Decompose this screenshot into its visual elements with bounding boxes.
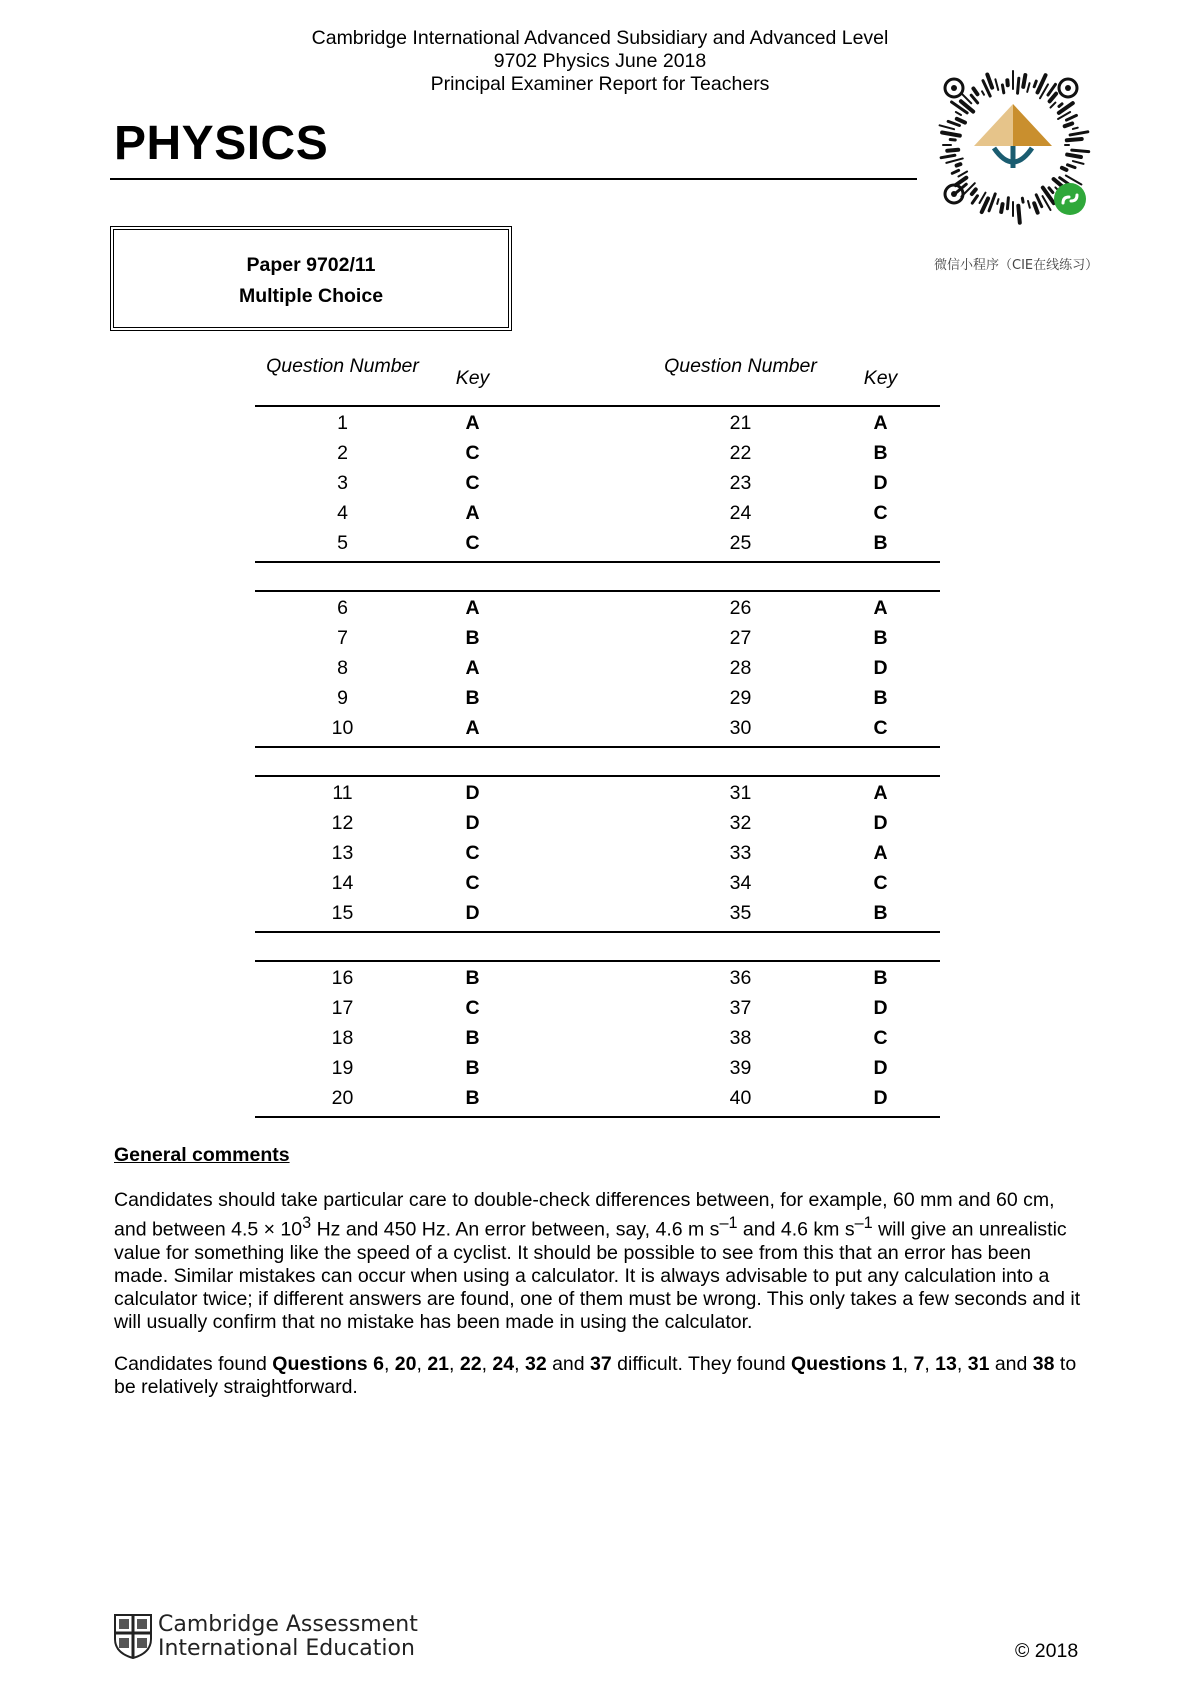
title-divider (110, 178, 917, 180)
question-ref: 1 (891, 1353, 903, 1375)
header-key: Key (455, 367, 490, 389)
paragraph-text: to be relatively straightforward. (114, 1353, 1077, 1398)
table-row (255, 994, 940, 1024)
answer-key-cell: C (873, 872, 888, 894)
paragraph-text: , (902, 1353, 914, 1375)
question-number-cell: 9 (337, 687, 348, 709)
question-ref: Questions (272, 1353, 368, 1375)
question-number-cell: 28 (729, 657, 752, 679)
logo-line-2: International Education (158, 1636, 415, 1661)
paragraph-text: , (514, 1353, 525, 1375)
paper-code: Paper 9702/11 (246, 254, 376, 276)
table-header-row (255, 355, 940, 405)
answer-key-cell: D (873, 1087, 888, 1109)
table-group (255, 590, 940, 748)
question-number-cell: 13 (331, 842, 354, 864)
report-header (250, 27, 950, 96)
table-row (255, 779, 940, 809)
paragraph-text: and 4.6 km s (737, 1218, 855, 1241)
question-number-cell: 15 (331, 902, 354, 924)
paper-type: Multiple Choice (238, 285, 384, 307)
question-number-cell: 34 (729, 872, 752, 894)
paragraph-text: , (481, 1353, 493, 1375)
answer-key-cell: A (465, 502, 480, 524)
table-row (255, 409, 940, 439)
question-number-cell: 18 (331, 1027, 354, 1049)
question-number-cell: 23 (729, 472, 752, 494)
question-number-cell: 10 (331, 717, 354, 739)
qr-code-icon (918, 46, 1108, 246)
answer-key-cell: B (873, 442, 888, 464)
comment-paragraph (114, 1189, 1084, 1334)
question-number-cell: 31 (729, 782, 752, 804)
question-number-cell: 1 (337, 412, 348, 434)
answer-key-cell: C (465, 842, 480, 864)
comment-paragraph (114, 1353, 1084, 1399)
paragraph-text: Candidates should take particular care to double-check differences between, for example, 60 mm and 60 cm, and between 4.5 × 10 (114, 1189, 1055, 1241)
answer-key-cell: B (873, 627, 888, 649)
question-number-cell: 21 (729, 412, 752, 434)
table-row (255, 1084, 940, 1114)
question-number-cell: 30 (729, 717, 752, 739)
answer-key-cell: D (873, 997, 888, 1019)
answer-key-cell: A (465, 597, 480, 619)
question-number-cell: 12 (331, 812, 354, 834)
answer-key-cell: C (873, 1027, 888, 1049)
answer-key-cell: B (465, 1087, 480, 1109)
superscript: –1 (719, 1214, 738, 1232)
table-group (255, 775, 940, 933)
answer-key-cell: B (465, 1057, 480, 1079)
answer-key-cell: A (873, 412, 888, 434)
table-row (255, 439, 940, 469)
question-number-cell: 37 (729, 997, 752, 1019)
answer-key-cell: A (873, 597, 888, 619)
question-number-cell: 36 (729, 967, 752, 989)
table-row (255, 964, 940, 994)
question-ref: 7 (913, 1353, 925, 1375)
table-group (255, 405, 940, 563)
question-number-cell: 3 (337, 472, 348, 494)
question-number-cell: 40 (729, 1087, 752, 1109)
paragraph-text: Candidates found (114, 1353, 273, 1375)
paper-info-box (110, 226, 512, 331)
answer-key-cell: C (873, 717, 888, 739)
copyright: © 2018 (1015, 1640, 1079, 1662)
logo-line-1: Cambridge Assessment (158, 1612, 418, 1637)
question-number-cell: 32 (729, 812, 752, 834)
answer-key-cell: D (873, 812, 888, 834)
paragraph-text: and (546, 1353, 591, 1375)
question-number-cell: 14 (331, 872, 354, 894)
question-number-cell: 6 (337, 597, 348, 619)
question-number-cell: 17 (331, 997, 354, 1019)
question-number-cell: 35 (729, 902, 752, 924)
question-number-cell: 25 (729, 532, 752, 554)
answer-key-cell: C (465, 532, 480, 554)
question-number-cell: 5 (337, 532, 348, 554)
answer-key-cell: B (873, 687, 888, 709)
question-ref: 20 (394, 1353, 417, 1375)
question-number-cell: 11 (332, 782, 353, 804)
header-question-number: Question Number (664, 355, 817, 377)
answer-key-cell: A (465, 717, 480, 739)
cambridge-assessment-logo (113, 1612, 418, 1663)
table-row (255, 899, 940, 929)
question-ref: 24 (492, 1353, 515, 1375)
paragraph-text: will give an unrealistic value for something like the speed of a cyclist. It should be possible to see from this that an error has been made. Similar mistakes can occur when using a calculator. It is always advisable to put any calculation into a calculator twice; if different answers are found, one of them must be wrong. This only takes a few seconds and it will usually confirm that no mistake has been made in using the calculator. (114, 1218, 1081, 1333)
header-line-syllabus: 9702 Physics June 2018 (493, 50, 707, 72)
question-number-cell: 4 (337, 502, 348, 524)
crest-icon (113, 1613, 153, 1659)
paragraph-text: , (416, 1353, 428, 1375)
section-heading: General comments (114, 1144, 290, 1166)
answer-key-cell: A (873, 782, 888, 804)
header-line-report-type: Principal Examiner Report for Teachers (430, 73, 770, 95)
answer-key-cell: B (873, 902, 888, 924)
answer-key-cell: D (873, 472, 888, 494)
answer-key-table (255, 355, 940, 1145)
answer-key-cell: B (465, 627, 480, 649)
table-row (255, 684, 940, 714)
table-row (255, 869, 940, 899)
paragraph-text: , (383, 1353, 395, 1375)
header-line-qualification: Cambridge International Advanced Subsidiary and Advanced Level (311, 27, 889, 49)
answer-key-cell: D (873, 1057, 888, 1079)
question-number-cell: 29 (729, 687, 752, 709)
paragraph-text: and (989, 1353, 1033, 1375)
table-row (255, 809, 940, 839)
question-ref: 31 (967, 1353, 990, 1375)
answer-key-cell: D (465, 812, 480, 834)
answer-key-cell: B (873, 967, 888, 989)
paragraph-text: difficult. They found (611, 1353, 791, 1375)
table-row (255, 529, 940, 559)
answer-key-cell: A (465, 412, 480, 434)
answer-key-cell: C (465, 997, 480, 1019)
question-number-cell: 24 (729, 502, 752, 524)
table-group (255, 960, 940, 1118)
table-row (255, 499, 940, 529)
qr-caption: 微信小程序（CIE在线练习） (934, 258, 1099, 273)
question-ref: 13 (935, 1353, 957, 1375)
question-number-cell: 20 (331, 1087, 354, 1109)
table-row (255, 1054, 940, 1084)
answer-key-cell: C (873, 502, 888, 524)
table-row (255, 624, 940, 654)
question-number-cell: 2 (337, 442, 348, 464)
paragraph-text: , (924, 1353, 936, 1375)
table-row (255, 714, 940, 744)
paragraph-text: Hz and 450 Hz. An error between, say, 4.6 m s (311, 1218, 720, 1241)
question-ref: 21 (427, 1353, 450, 1375)
question-ref: 37 (590, 1353, 612, 1375)
question-ref: 22 (459, 1353, 482, 1375)
table-row (255, 839, 940, 869)
question-ref: 6 (373, 1353, 384, 1375)
question-number-cell: 8 (337, 657, 348, 679)
answer-key-cell: D (465, 902, 480, 924)
logo-text (158, 1613, 418, 1661)
answer-key-cell: D (465, 782, 480, 804)
answer-key-cell: D (873, 657, 888, 679)
header-question-number: Question Number (266, 355, 419, 377)
table-body (255, 405, 940, 1118)
table-row (255, 594, 940, 624)
paragraph-text: , (956, 1353, 968, 1375)
answer-key-cell: C (465, 872, 480, 894)
table-row (255, 654, 940, 684)
answer-key-cell: C (465, 442, 480, 464)
table-row (255, 1024, 940, 1054)
superscript: 3 (302, 1214, 312, 1232)
header-key: Key (863, 367, 898, 389)
question-number-cell: 27 (729, 627, 752, 649)
question-number-cell: 39 (729, 1057, 752, 1079)
question-ref: Questions (790, 1353, 887, 1375)
answer-key-cell: C (465, 472, 480, 494)
answer-key-cell: B (465, 967, 480, 989)
answer-key-cell: B (873, 532, 888, 554)
answer-key-cell: A (873, 842, 888, 864)
question-number-cell: 33 (729, 842, 752, 864)
table-row (255, 469, 940, 499)
answer-key-cell: B (465, 687, 480, 709)
question-ref: 38 (1032, 1353, 1055, 1375)
question-number-cell: 19 (331, 1057, 354, 1079)
answer-key-cell: B (465, 1027, 480, 1049)
question-number-cell: 7 (337, 627, 348, 649)
question-number-cell: 38 (729, 1027, 752, 1049)
answer-key-cell: A (465, 657, 480, 679)
question-number-cell: 26 (729, 597, 752, 619)
paragraph-text: , (449, 1353, 460, 1375)
question-number-cell: 22 (729, 442, 752, 464)
superscript: –1 (854, 1214, 873, 1232)
question-ref: 32 (524, 1353, 547, 1375)
subject-title: PHYSICS (114, 117, 329, 170)
question-number-cell: 16 (331, 967, 354, 989)
